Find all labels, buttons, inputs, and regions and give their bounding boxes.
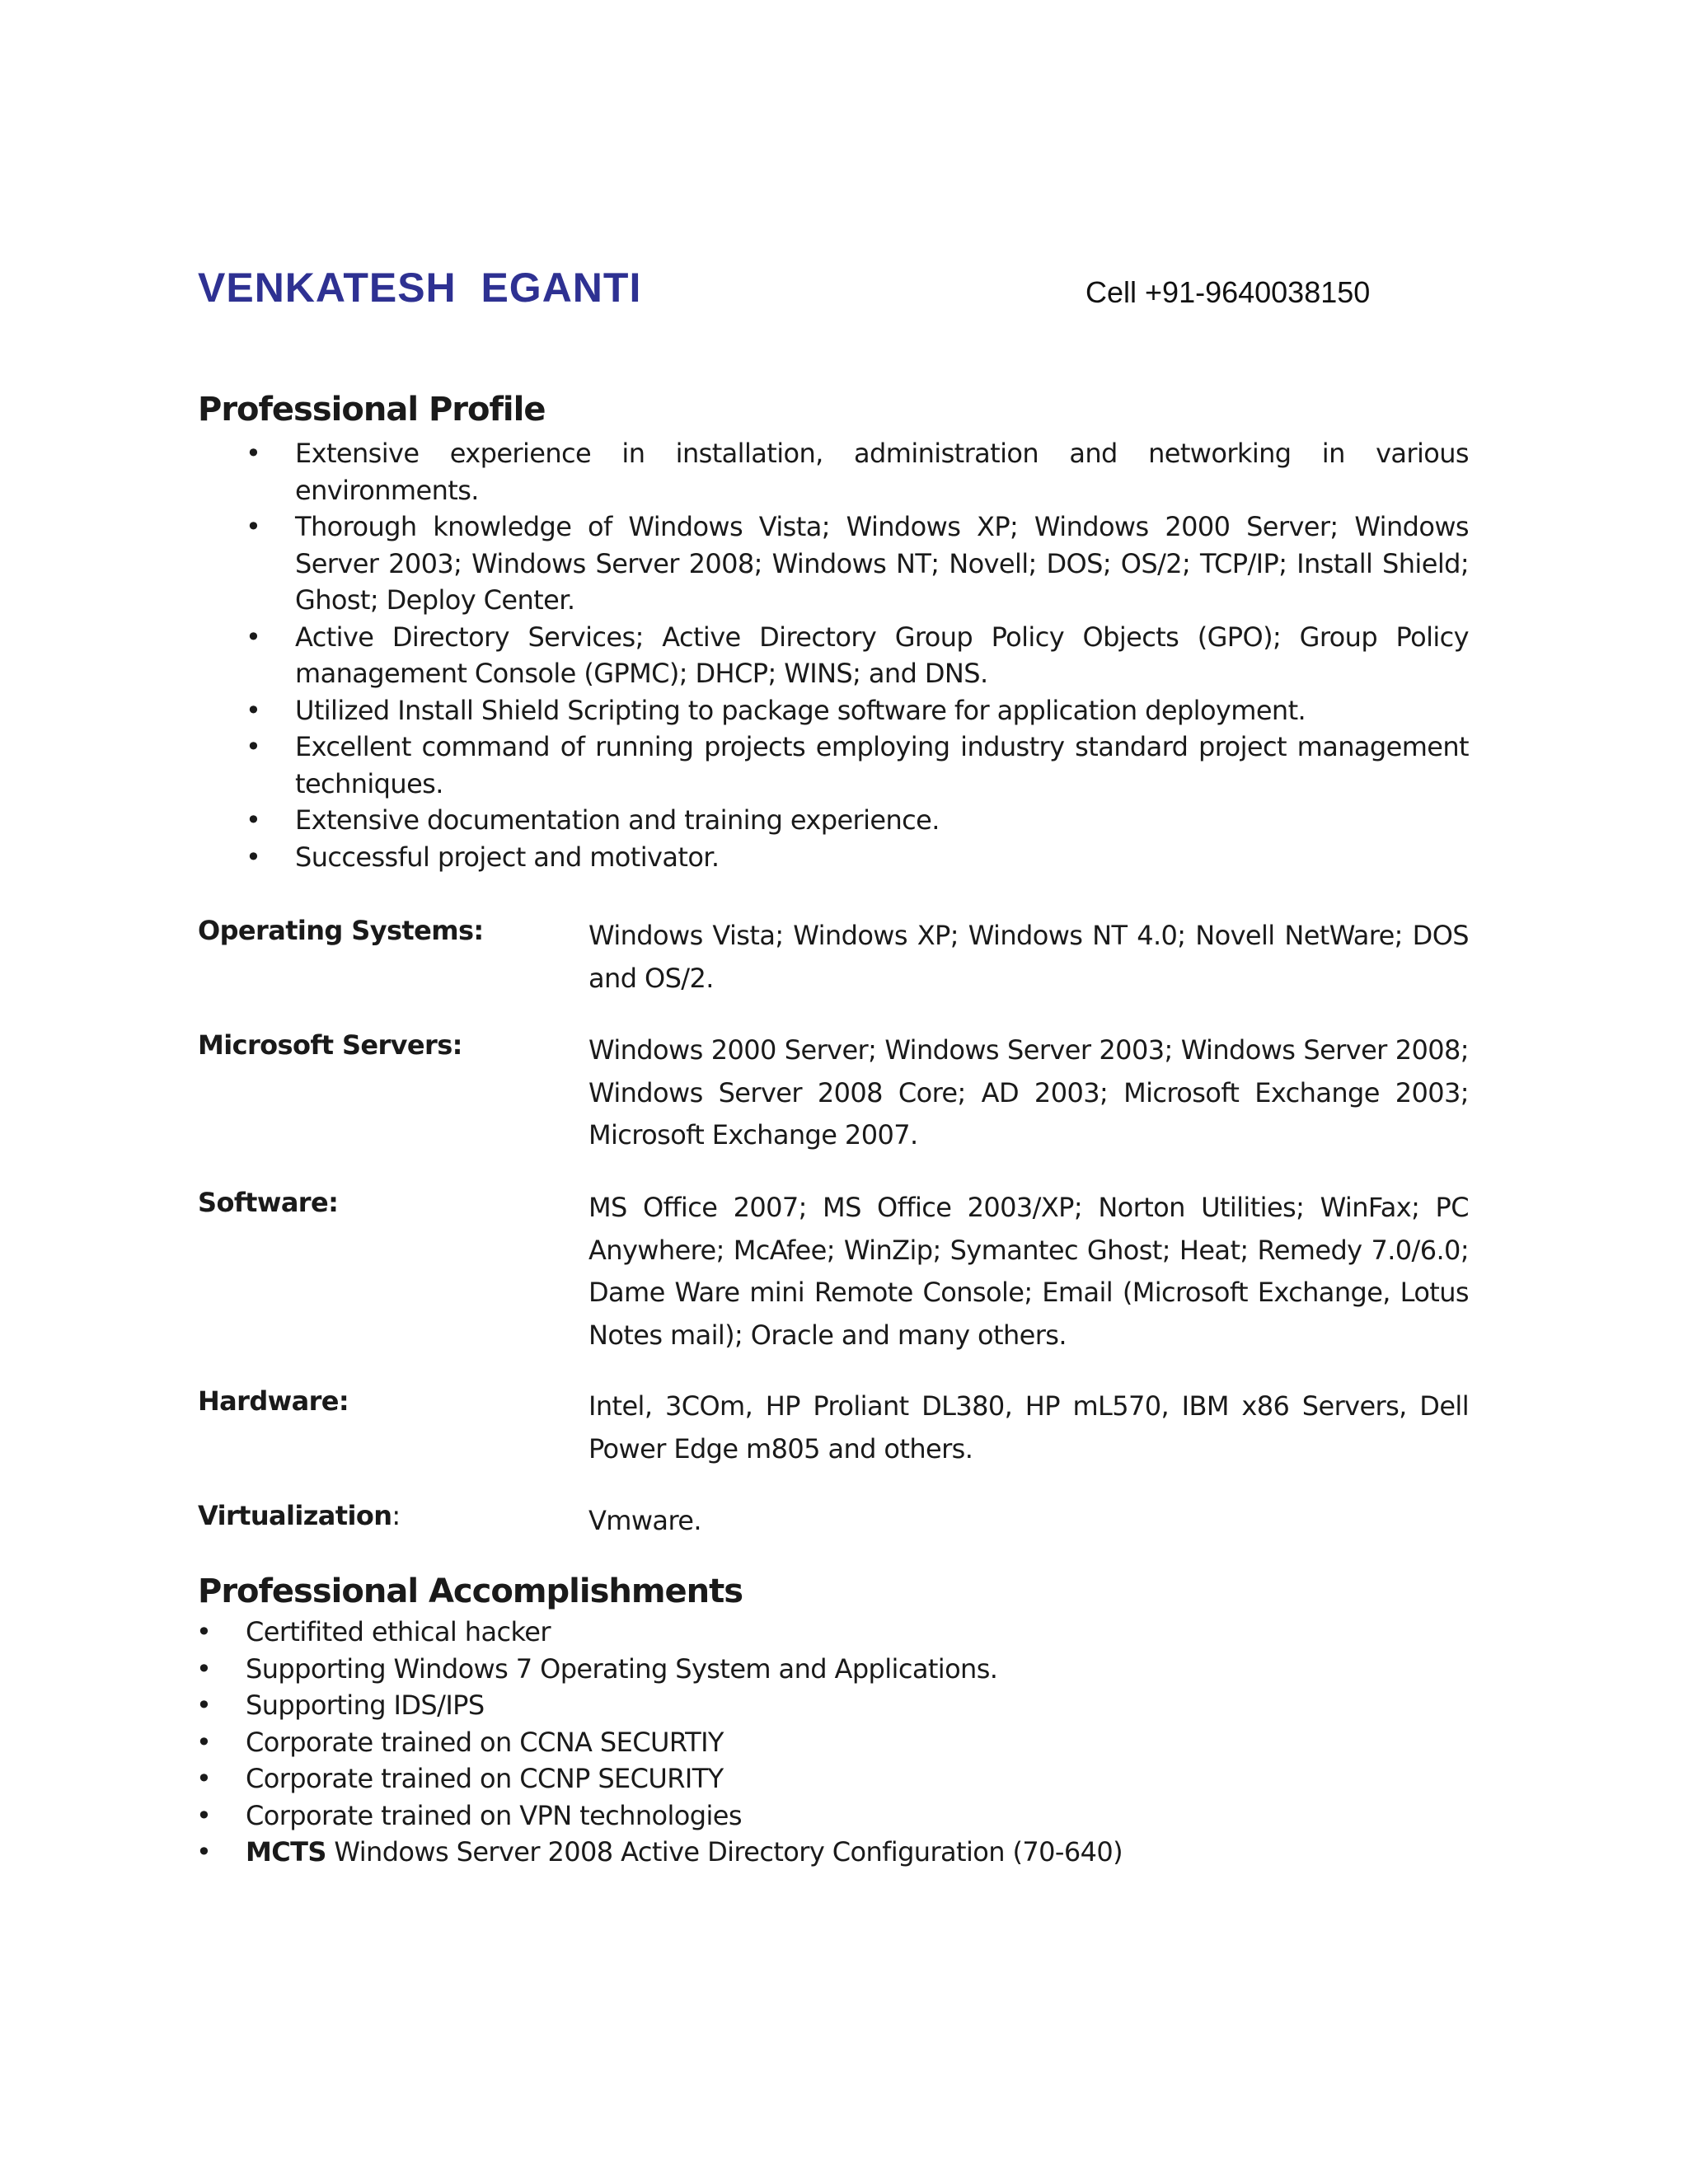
list-item: • Supporting IDS/IPS: [246, 1687, 1469, 1724]
mcts-label: MCTS: [246, 1836, 326, 1868]
bullet-icon: •: [246, 841, 261, 873]
list-item: • Successful project and motivator.: [295, 839, 1469, 876]
list-item: • Thorough knowledge of Windows Vista; Windows XP; Windows 2000 Server; Windows Server 2003; Windows Server 2008; Windows NT; Novell; DOS; OS/2; TCP/IP; Install Shield; Ghost; Deploy Center.: [295, 509, 1469, 619]
professional-profile-list: [246, 435, 1469, 875]
bullet-icon: •: [246, 694, 261, 726]
bullet-icon: •: [196, 1726, 212, 1758]
bullet-icon: •: [196, 1836, 212, 1868]
bullet-icon: •: [246, 731, 261, 762]
list-item: • MCTS Windows Server 2008 Active Directory Configuration (70-640): [246, 1834, 1469, 1871]
list-item: • Corporate trained on VPN technologies: [246, 1797, 1469, 1835]
list-item: • Certifited ethical hacker: [246, 1614, 1469, 1651]
professional-accomplishments-heading: Professional Accomplishments: [198, 1572, 743, 1610]
bullet-icon: •: [196, 1690, 212, 1721]
bullet-icon: •: [246, 511, 261, 542]
list-item: • Extensive experience in installation, administration and networking in various environments.: [295, 435, 1469, 509]
bullet-icon: •: [196, 1799, 212, 1831]
list-item: • Utilized Install Shield Scripting to package software for application deployment.: [295, 692, 1469, 729]
bullet-icon: •: [196, 1616, 212, 1647]
skill-value: Windows Vista; Windows XP; Windows NT 4.0; Novell NetWare; DOS and OS/2.: [588, 920, 1469, 994]
list-item: • Active Directory Services; Active Directory Group Policy Objects (GPO); Group Policy management Console (GPMC); DHCP; WINS; and DNS.: [295, 619, 1469, 692]
list-item: • Excellent command of running projects employing industry standard project management techniques.: [295, 729, 1469, 802]
skill-label: Operating Systems:: [198, 915, 484, 946]
bullet-icon: •: [196, 1763, 212, 1794]
list-item: • Supporting Windows 7 Operating System and Applications.: [246, 1651, 1469, 1688]
candidate-name: VENKATESH EGANTI: [198, 265, 642, 311]
professional-accomplishments-list: [196, 1614, 1469, 1871]
list-item: • Extensive documentation and training experience.: [295, 802, 1469, 839]
skill-label: Microsoft Servers:: [198, 1029, 462, 1061]
list-item: • Corporate trained on CCNP SECURITY: [246, 1760, 1469, 1797]
skill-label: Hardware:: [198, 1385, 349, 1417]
skill-value: Intel, 3COm, HP Proliant DL380, HP mL570, IBM x86 Servers, Dell Power Edge m805 and others.: [588, 1390, 1469, 1465]
professional-profile-heading: Professional Profile: [198, 391, 546, 429]
skill-label: Virtualization:: [198, 1500, 401, 1531]
bullet-icon: •: [246, 621, 261, 653]
skill-value: Vmware.: [588, 1505, 701, 1536]
skill-value: MS Office 2007; MS Office 2003/XP; Norton Utilities; WinFax; PC Anywhere; McAfee; WinZip; Symantec Ghost; Heat; Remedy 7.0/6.0; Dame Ware mini Remote Console; Email (Microsoft Exchange, Lotus Notes mail); Oracle and many others.: [588, 1192, 1469, 1351]
list-item: • Corporate trained on CCNA SECURTIY: [246, 1724, 1469, 1761]
skill-label: Software:: [198, 1187, 339, 1218]
bullet-icon: •: [196, 1652, 212, 1685]
bullet-icon: •: [246, 438, 261, 469]
cell-phone: Cell +91-9640038150: [1085, 275, 1371, 309]
skill-value: Windows 2000 Server; Windows Server 2003; Windows Server 2008; Windows Server 2008 Core; AD 2003; Microsoft Exchange 2003; Microsoft Exchange 2007.: [588, 1034, 1469, 1151]
bullet-icon: •: [246, 804, 261, 836]
